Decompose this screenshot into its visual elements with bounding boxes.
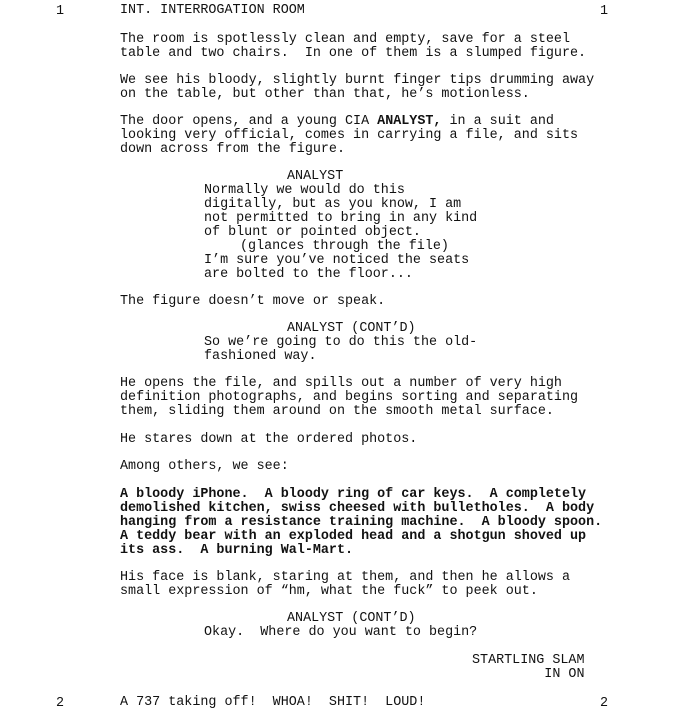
dialogue-text: So we’re going to do this the old- fashioned way. <box>204 335 478 364</box>
dialogue-text: Normally we would do this digitally, but as you know, I am not permitted to bring in any kind of blunt or pointed object. <box>204 183 478 240</box>
action-paragraph: He stares down at the ordered photos. <box>120 432 418 447</box>
character-intro: ANALYST, <box>377 114 442 129</box>
action-text: The door opens, and a young CIA <box>120 114 378 129</box>
action-paragraph: His face is blank, staring at them, and then he allows a small expression of “hm, what the fuck” to peek out. <box>120 570 570 599</box>
action-paragraph: He opens the file, and spills out a number of very high definition photographs, and begins sorting and separating them, sliding them around on the smooth metal surface. <box>120 376 579 419</box>
character-name: ANALYST (CONT’D) <box>287 611 416 626</box>
action-paragraph: The room is spotlessly clean and empty, save for a steel table and two chairs. In one of them is a slumped figure. <box>120 32 587 61</box>
scene-number-right: 2 <box>600 696 609 711</box>
transition: STARTLING SLAM IN ON <box>472 653 585 682</box>
action-paragraph: The figure doesn’t move or speak. <box>120 294 386 309</box>
action-paragraph: Among others, we see: <box>120 459 289 474</box>
scene-heading: INT. INTERROGATION ROOM <box>120 3 305 18</box>
action-paragraph <box>120 115 578 157</box>
parenthetical: (glances through the file) <box>240 239 449 254</box>
dialogue-text: I’m sure you’ve noticed the seats are bolted to the floor... <box>204 253 470 282</box>
action-paragraph-bold: A bloody iPhone. A bloody ring of car keys. A completely demolished kitchen, swiss cheesed with bulletholes. A body hanging from a resistance training machine. A bloody spoon. A teddy bear with an exploded head and a shotgun shoved up its ass. A burning Wal-Mart. <box>120 487 603 558</box>
scene-heading: A 737 taking off! WHOA! SHIT! LOUD! <box>120 695 426 710</box>
dialogue-text: Okay. Where do you want to begin? <box>204 625 478 640</box>
action-text: in a suit and looking very official, comes in carrying a file, and sits down across from the figure. <box>120 114 579 157</box>
scene-number-left: 1 <box>56 4 65 19</box>
scene-number-right: 1 <box>600 4 609 19</box>
character-name: ANALYST <box>287 169 344 184</box>
action-paragraph: We see his bloody, slightly burnt finger tips drumming away on the table, but other than that, he’s motionless. <box>120 73 595 102</box>
scene-number-left: 2 <box>56 696 65 711</box>
character-name: ANALYST (CONT’D) <box>287 321 416 336</box>
